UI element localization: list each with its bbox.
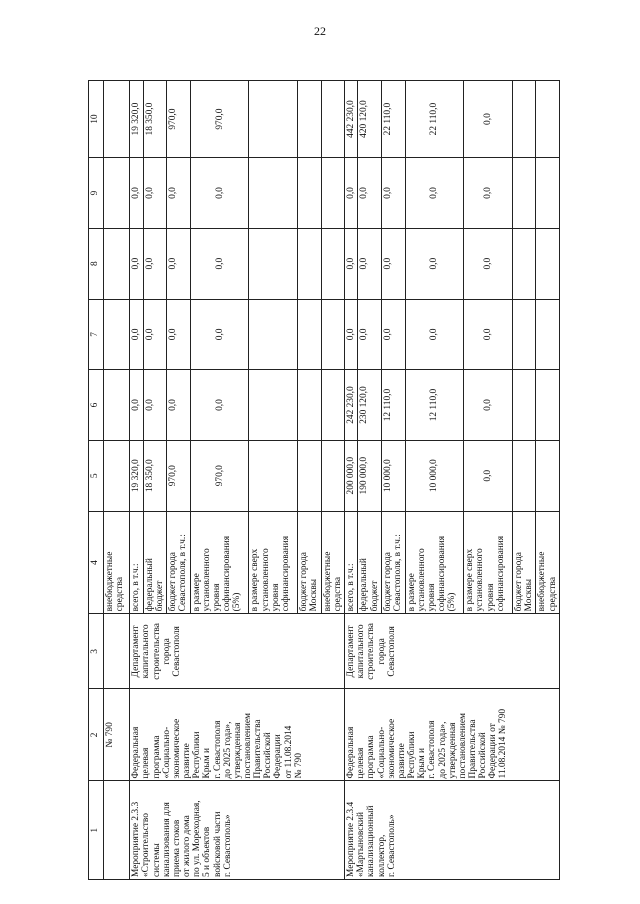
value-cell-col-6: 0,0: [190, 370, 249, 441]
value-cell-col-10: 420 120,0: [358, 81, 382, 158]
value-cell-col-10: [249, 81, 298, 158]
program-line: утвержденная: [447, 722, 458, 779]
value-cell-col-10: [512, 81, 536, 158]
program-line: г. Севастополя: [427, 720, 438, 779]
source-line: уровня: [426, 583, 437, 612]
measure-name-line: системы: [151, 843, 162, 877]
program-line: г. Севастополя: [212, 720, 223, 779]
source-line: Севастополя, в т.ч.:: [393, 534, 404, 612]
measure-name-line: Мероприятие 2.3.4: [346, 801, 357, 877]
value-cell-col-9: 0,0: [130, 158, 143, 229]
source-line: в размере: [191, 573, 202, 612]
source-line: установленного: [260, 548, 271, 612]
program-cell: [130, 689, 345, 781]
program-line: Российской: [263, 732, 274, 779]
value-cell-col-5: [536, 440, 560, 511]
value-cell-col-5: 19 320,0: [130, 440, 143, 511]
value-cell-col-9: [249, 158, 298, 229]
measure-name-line: г. Севастополь»: [386, 814, 397, 877]
measure-name-cell: [345, 781, 560, 880]
funding-source-cell: [536, 511, 560, 614]
value-cell-col-6: 230 120,0: [358, 370, 382, 441]
value-cell-col-5: 10 000,0: [405, 440, 464, 511]
source-line: бюджет: [369, 580, 380, 612]
value-cell-col-8: [297, 228, 321, 299]
value-cell-col-10: [297, 81, 321, 158]
program-line: постановлением: [457, 713, 468, 779]
program-line: Федеральная: [346, 726, 357, 779]
header-col-10: 10: [89, 81, 104, 158]
rotated-table-container: [88, 80, 560, 880]
cell-col-6: [104, 370, 130, 441]
value-cell-col-6: 12 110,0: [381, 370, 405, 441]
measure-name-line: г. Севастополь»: [222, 814, 233, 877]
source-line: установленного: [475, 548, 486, 612]
value-cell-col-5: 970,0: [167, 440, 191, 511]
value-cell-col-8: 0,0: [190, 228, 249, 299]
header-col-8: 8: [89, 228, 104, 299]
value-cell-col-7: [512, 299, 536, 370]
cell-col-9: [104, 158, 130, 229]
value-cell-col-7: 0,0: [358, 299, 382, 370]
source-line: уровня: [270, 583, 281, 612]
source-line: всего, в т.ч.:: [131, 563, 142, 612]
funding-source-cell: [321, 511, 345, 614]
value-cell-col-8: 0,0: [381, 228, 405, 299]
funding-source-cell: [167, 511, 191, 614]
table-row-measure-234: [345, 81, 358, 880]
value-cell-col-6: [536, 370, 560, 441]
value-cell-col-6: 0,0: [143, 370, 167, 441]
header-row: [89, 81, 104, 880]
value-cell-col-7: 0,0: [345, 299, 358, 370]
program-line: Республики: [192, 731, 203, 779]
value-cell-col-6: 0,0: [464, 370, 513, 441]
value-cell-col-10: 442 230,0: [345, 81, 358, 158]
measure-name-line: 5 и объектов: [202, 826, 213, 877]
source-line: софинансирования: [222, 535, 233, 612]
program-line: целевая: [356, 747, 367, 779]
source-line: софинансирования: [437, 535, 448, 612]
value-cell-col-6: [512, 370, 536, 441]
value-cell-col-5: 10 000,0: [381, 440, 405, 511]
program-cell: [345, 689, 560, 781]
header-col-4: 4: [89, 511, 104, 614]
source-line: средства: [332, 577, 343, 612]
department-line: Департамент: [131, 625, 142, 678]
source-line: внебюджетные: [322, 551, 333, 612]
value-cell-col-10: [321, 81, 345, 158]
department-line: строительства: [151, 623, 162, 680]
value-cell-col-6: [321, 370, 345, 441]
value-cell-col-10: 19 320,0: [130, 81, 143, 158]
value-cell-col-7: 0,0: [464, 299, 513, 370]
cell-col-4: [104, 511, 130, 614]
value-cell-col-9: [536, 158, 560, 229]
funding-source-cell: [190, 511, 249, 614]
source-line: бюджет города: [168, 552, 179, 612]
cell-col-3: [104, 614, 130, 689]
value-cell-col-5: 0,0: [464, 440, 513, 511]
department-line: Севастополя: [171, 626, 182, 677]
program-line: экономическое: [171, 718, 182, 779]
value-cell-col-7: [321, 299, 345, 370]
value-cell-col-9: 0,0: [190, 158, 249, 229]
source-line: Москвы: [523, 578, 534, 612]
value-cell-col-7: 0,0: [405, 299, 464, 370]
source-line: федеральный: [359, 558, 370, 612]
source-line: в размере сверх: [250, 548, 261, 612]
funding-source-cell: [405, 511, 464, 614]
value-cell-col-10: [536, 81, 560, 158]
measure-name-line: приема стоков: [171, 819, 182, 877]
value-cell-col-6: 242 230,0: [345, 370, 358, 441]
value-cell-col-7: 0,0: [167, 299, 191, 370]
source-line: средства: [115, 577, 126, 612]
value-cell-col-6: [249, 370, 298, 441]
value-cell-col-7: 0,0: [143, 299, 167, 370]
value-cell-col-5: [297, 440, 321, 511]
table-row-measure-233: [130, 81, 143, 880]
value-cell-col-7: 0,0: [381, 299, 405, 370]
funding-source-cell: [345, 511, 358, 614]
header-col-2: 2: [89, 689, 104, 781]
source-line: уровня: [212, 583, 223, 612]
value-cell-col-5: 190 000,0: [358, 440, 382, 511]
value-cell-col-9: 0,0: [143, 158, 167, 229]
measure-name-line: канализационный: [366, 805, 377, 877]
value-cell-col-8: 0,0: [143, 228, 167, 299]
value-cell-col-7: 0,0: [130, 299, 143, 370]
header-col-7: 7: [89, 299, 104, 370]
department-line: капитального: [141, 624, 152, 679]
value-cell-col-7: [249, 299, 298, 370]
measure-name-line: коллектор,: [376, 834, 387, 877]
value-cell-col-10: 0,0: [464, 81, 513, 158]
program-line: программа: [151, 735, 162, 779]
measure-name-line: Мероприятие 2.3.3: [131, 801, 142, 877]
funding-source-cell: [358, 511, 382, 614]
program-line: Правительства: [467, 719, 478, 779]
source-line: (5%): [447, 592, 458, 612]
value-cell-col-9: 0,0: [405, 158, 464, 229]
measure-name-line: «Мартыновский: [356, 812, 367, 877]
program-line: Республики: [407, 731, 418, 779]
value-cell-col-8: 0,0: [358, 228, 382, 299]
funding-source-cell: [512, 511, 536, 614]
program-line: «Социально-: [376, 726, 387, 779]
department-line: строительства: [366, 623, 377, 680]
value-cell-col-7: [297, 299, 321, 370]
department-line: Севастополя: [386, 626, 397, 677]
value-cell-col-5: 200 000,0: [345, 440, 358, 511]
value-cell-col-10: 970,0: [190, 81, 249, 158]
funding-source-cell: [249, 511, 298, 614]
program-line: утвержденная: [232, 722, 243, 779]
value-cell-col-9: 0,0: [167, 158, 191, 229]
program-line: до 2025 года»,: [222, 721, 233, 779]
value-cell-col-9: [321, 158, 345, 229]
source-line: бюджет города: [513, 552, 524, 612]
measure-name-line: «Строительство: [141, 813, 152, 877]
page-number: 22: [314, 24, 326, 38]
program-line: экономическое: [386, 718, 397, 779]
source-line: (5%): [232, 592, 243, 612]
source-line: всего, в т.ч.:: [346, 563, 357, 612]
value-cell-col-8: 0,0: [405, 228, 464, 299]
value-cell-col-9: 0,0: [345, 158, 358, 229]
funding-source-cell: [464, 511, 513, 614]
source-line: бюджет города: [298, 552, 309, 612]
header-col-6: 6: [89, 370, 104, 441]
value-cell-col-5: 970,0: [190, 440, 249, 511]
value-cell-col-8: [512, 228, 536, 299]
value-cell-col-10: 22 110,0: [405, 81, 464, 158]
cell-col-7: [104, 299, 130, 370]
source-line: Севастополя, в т.ч.:: [178, 534, 189, 612]
value-cell-col-9: [512, 158, 536, 229]
value-cell-col-9: [297, 158, 321, 229]
cell-col-10: [104, 81, 130, 158]
value-cell-col-8: [249, 228, 298, 299]
source-line: бюджет: [154, 580, 165, 612]
value-cell-col-10: 970,0: [167, 81, 191, 158]
measure-name-line: по ул. Мореходная,: [192, 800, 203, 877]
table-row-continuation: [104, 81, 130, 880]
value-cell-col-6: 0,0: [130, 370, 143, 441]
source-line: софинансирования: [280, 535, 291, 612]
source-line: установленного: [416, 548, 427, 612]
program-line: постановлением: [243, 713, 254, 779]
measure-name-line: войсковой части: [212, 811, 223, 877]
funding-source-cell: [297, 511, 321, 614]
source-line: установленного: [201, 548, 212, 612]
header-col-1: 1: [89, 781, 104, 880]
header-col-3: 3: [89, 614, 104, 689]
value-cell-col-8: 0,0: [167, 228, 191, 299]
cell-col-5: [104, 440, 130, 511]
value-cell-col-7: [536, 299, 560, 370]
value-cell-col-8: 0,0: [130, 228, 143, 299]
header-col-5: 5: [89, 440, 104, 511]
source-line: уровня: [485, 583, 496, 612]
value-cell-col-9: 0,0: [381, 158, 405, 229]
cell-col-8: [104, 228, 130, 299]
program-line: Федерации от: [488, 723, 499, 779]
header-col-9: 9: [89, 158, 104, 229]
measure-name-cell: [130, 781, 345, 880]
program-line: Правительства: [253, 719, 264, 779]
source-line: средства: [547, 577, 558, 612]
value-cell-col-8: [321, 228, 345, 299]
value-cell-col-6: 0,0: [167, 370, 191, 441]
program-line: развитие: [396, 743, 407, 779]
value-cell-col-8: [536, 228, 560, 299]
source-line: внебюджетные: [105, 551, 115, 612]
source-line: внебюджетные: [537, 551, 548, 612]
value-cell-col-9: 0,0: [464, 158, 513, 229]
measure-name-line: от жилого дома: [182, 815, 193, 877]
program-line: № 790: [293, 753, 304, 779]
cell-col-1: [104, 781, 130, 880]
program-line: до 2025 года»,: [437, 721, 448, 779]
source-line: бюджет города: [382, 552, 393, 612]
source-line: в размере сверх: [465, 548, 476, 612]
funding-source-cell: [130, 511, 143, 614]
program-line: развитие: [182, 743, 193, 779]
source-line: Москвы: [309, 578, 320, 612]
value-cell-col-6: 12 110,0: [405, 370, 464, 441]
department-line: города: [376, 638, 387, 665]
department-line: Департамент: [346, 625, 357, 678]
value-cell-col-10: 22 110,0: [381, 81, 405, 158]
program-line: Крым и: [417, 747, 428, 779]
value-cell-col-5: [512, 440, 536, 511]
source-line: в размере: [406, 573, 417, 612]
budget-table: [88, 80, 560, 880]
program-line: Федеральная: [131, 726, 142, 779]
source-line: софинансирования: [495, 535, 506, 612]
department-line: города: [161, 638, 172, 665]
program-line: Крым и: [202, 747, 213, 779]
cell-col-2: № 790: [104, 689, 130, 781]
value-cell-col-9: 0,0: [358, 158, 382, 229]
program-line: Федерации: [273, 734, 284, 779]
department-cell: [345, 614, 560, 689]
value-cell-col-7: 0,0: [190, 299, 249, 370]
value-cell-col-5: [321, 440, 345, 511]
department-line: капитального: [356, 624, 367, 679]
value-cell-col-6: [297, 370, 321, 441]
value-cell-col-8: 0,0: [345, 228, 358, 299]
program-line: целевая: [141, 747, 152, 779]
value-cell-col-8: 0,0: [464, 228, 513, 299]
source-line: федеральный: [144, 558, 155, 612]
department-cell: [130, 614, 345, 689]
program-line: программа: [366, 735, 377, 779]
value-cell-col-10: 18 350,0: [143, 81, 167, 158]
value-cell-col-5: [249, 440, 298, 511]
program-line: Российской: [478, 732, 489, 779]
program-line: от 11.08.2014: [283, 725, 294, 779]
funding-source-cell: [381, 511, 405, 614]
program-line: «Социально-: [161, 726, 172, 779]
measure-name-line: канализования для: [161, 802, 172, 877]
program-line: 11.08.2014 № 790: [498, 708, 509, 779]
value-cell-col-5: 18 350,0: [143, 440, 167, 511]
funding-source-cell: [143, 511, 167, 614]
